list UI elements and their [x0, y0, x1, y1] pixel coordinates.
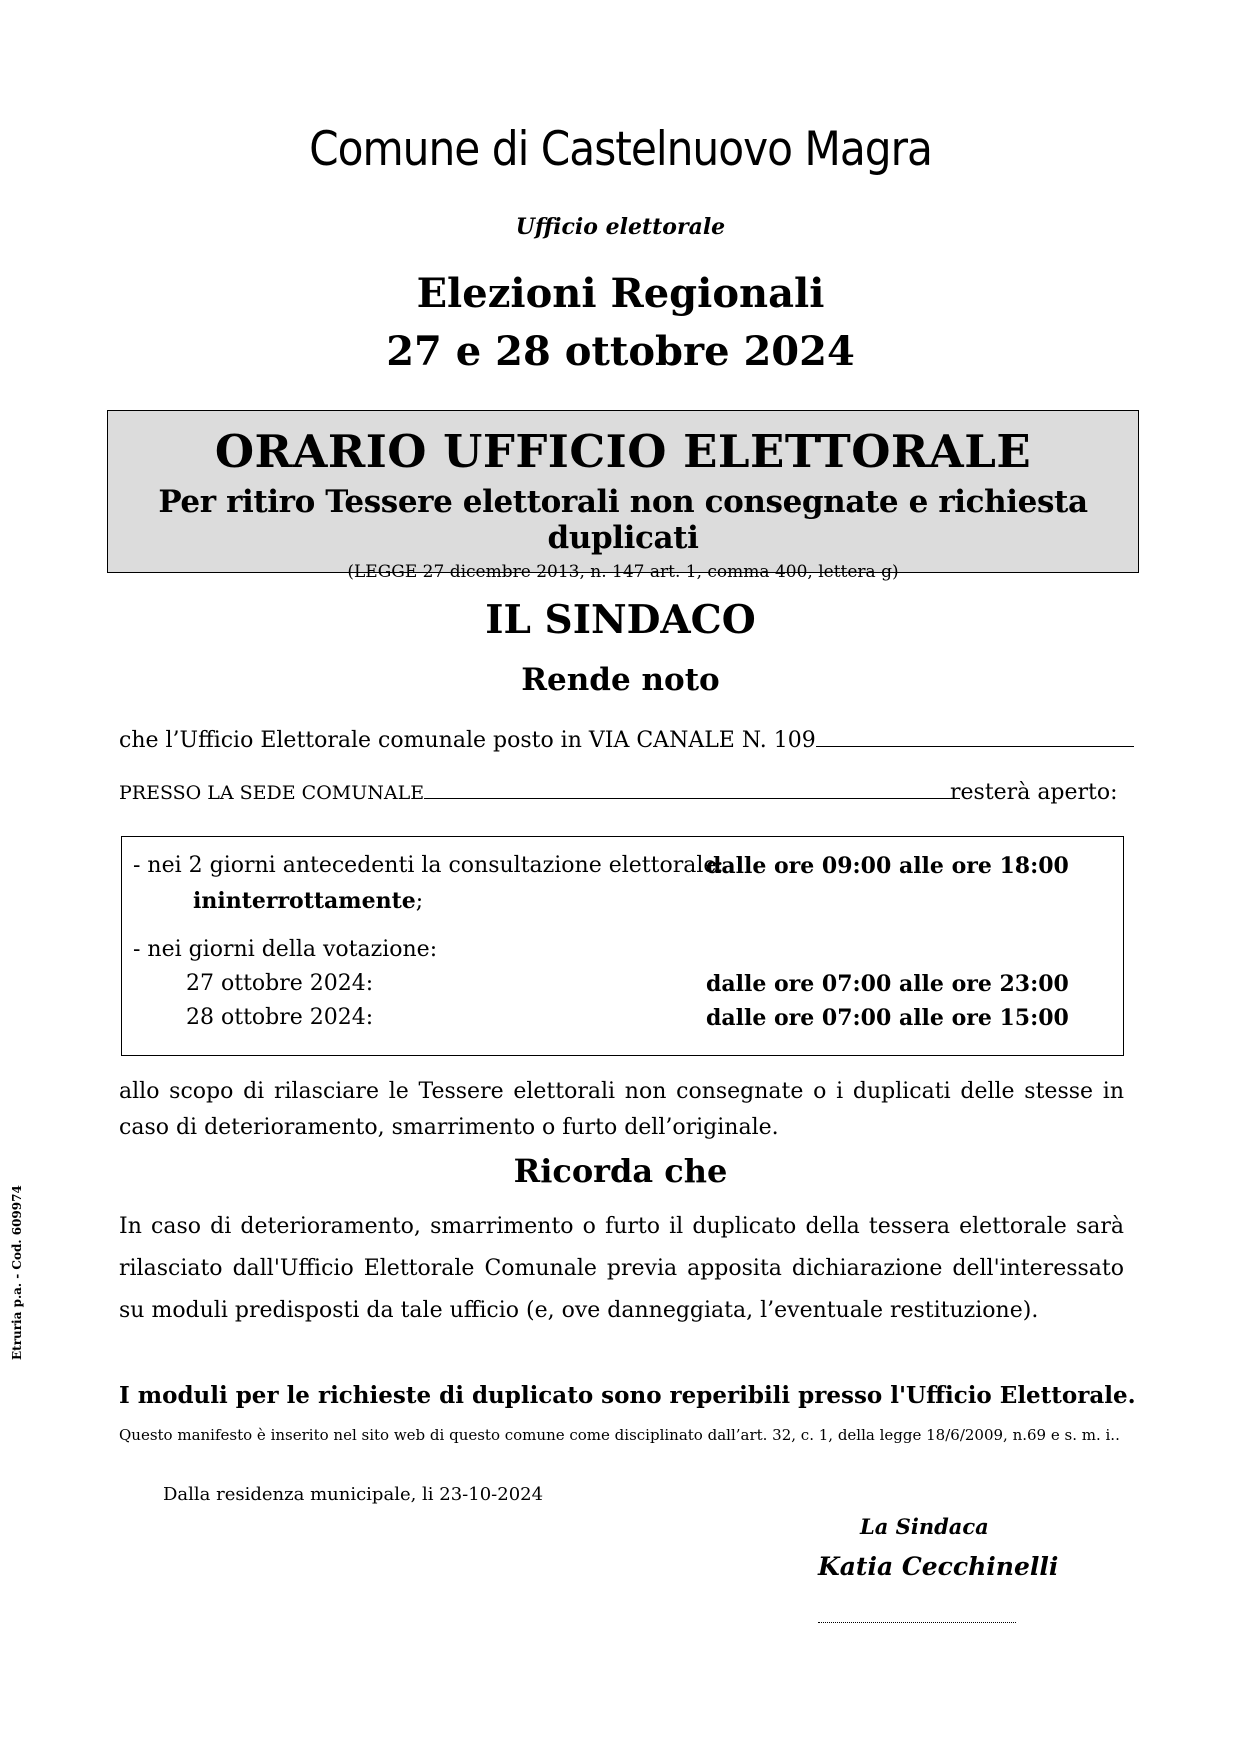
website-note: Questo manifesto è inserito nel sito web di questo comune come disciplinato dall’art. 32, c. 1, della legge 18/6/2009, n.69 e s. m. i.. [119, 1426, 1120, 1444]
office-seat-line [119, 782, 960, 804]
voting-days-label: - nei giorni della votazione: [133, 937, 438, 962]
hours-box [121, 836, 1124, 1056]
office-subtitle: Ufficio elettorale [515, 214, 726, 240]
day1-label: 27 ottobre 2024: [186, 971, 374, 996]
remember-heading: Ricorda che [513, 1152, 728, 1190]
office-location-text: che l’Ufficio Elettorale comunale posto in VIA CANALE N. 109 [119, 728, 816, 753]
uninterrupted-text: ininterrottamente [193, 888, 416, 914]
forms-note: I moduli per le richieste di duplicato sono reperibili presso l'Ufficio Elettorale. [119, 1382, 1136, 1409]
open-status-text: resterà aperto: [950, 780, 1118, 805]
residence-date: Dalla residenza municipale, li 23-10-2024 [163, 1484, 544, 1505]
banner-subtitle: Per ritiro Tessere elettorali non consegnate e richiesta duplicati [158, 484, 1088, 556]
mayor-heading: IL SINDACO [485, 597, 756, 643]
law-reference: (LEGGE 27 dicembre 2013, n. 147 art. 1, comma 400, lettera g) [347, 562, 899, 582]
day2-time: dalle ore 07:00 alle ore 15:00 [706, 1005, 1069, 1031]
reminder-paragraph: In caso di deterioramento, smarrimento o furto il duplicato della tessera elettorale sarà rilasciato dall'Ufficio Elettorale Comunale previa apposita dichiarazione dell'interessato su moduli predisposti da tale ufficio (e, ove danneggiata, l’eventuale restituzione). [119, 1214, 1124, 1323]
continuation-punctuation: ; [415, 889, 424, 914]
signature-line [818, 1620, 1016, 1623]
pre-election-label: - nei 2 giorni antecedenti la consultazione elettorale: [133, 853, 724, 878]
pre-election-continuation [193, 888, 423, 914]
day2-label: 28 ottobre 2024: [186, 1005, 374, 1030]
office-location-line [119, 728, 1134, 753]
election-dates: 27 e 28 ottobre 2024 [386, 328, 855, 375]
day1-time: dalle ore 07:00 alle ore 23:00 [706, 971, 1069, 997]
signer-name: Katia Cecchinelli [818, 1552, 1059, 1581]
office-seat-text: PRESSO LA SEDE COMUNALE [119, 782, 425, 804]
notice-heading: Rende noto [521, 662, 720, 698]
hours-banner [107, 410, 1139, 582]
municipality-title: Comune di Castelnuovo Magra [309, 122, 932, 177]
election-title: Elezioni Regionali [416, 270, 825, 317]
fill-line [816, 743, 1134, 747]
purpose-paragraph: allo scopo di rilasciare le Tessere elettorali non consegnate o i duplicati delle stesse in caso di deterioramento, smarrimento o furto dell’originale. [119, 1079, 1124, 1140]
pre-election-time: dalle ore 09:00 alle ore 18:00 [706, 853, 1069, 879]
printer-code: Etruria p.a. - Cod. 609974 [10, 1185, 24, 1360]
signer-role: La Sindaca [860, 1514, 989, 1539]
fill-line [424, 795, 960, 799]
banner-title: ORARIO UFFICIO ELETTORALE [214, 425, 1032, 478]
